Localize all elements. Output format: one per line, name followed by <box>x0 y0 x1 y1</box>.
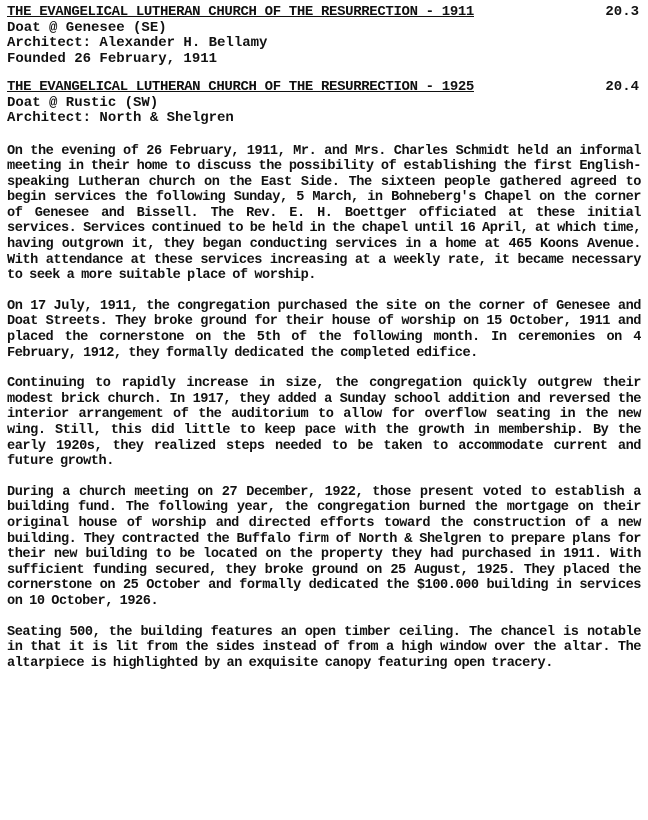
entry-architect: Architect: North & Shelgren <box>7 110 234 126</box>
entry-1925 <box>7 80 641 127</box>
document-page <box>7 5 641 685</box>
entry-heading <box>7 5 641 21</box>
entry-location: Doat @ Rustic (SW) <box>7 94 159 111</box>
entry-location: Doat @ Genesee (SE) <box>7 19 167 36</box>
entry-title: THE EVANGELICAL LUTHERAN CHURCH OF THE RESURRECTION - 1911 <box>7 4 474 20</box>
entry-number: 20.4 <box>605 79 639 95</box>
history-paragraph: Seating 500, the building features an open timber ceiling. The chancel is notable in that it is lit from the sides instead of from a high window over the altar. The altarpiece is highlighted by an exquisite canopy featuring open tracery. <box>7 624 641 671</box>
entry-architect: Architect: Alexander H. Bellamy <box>7 35 268 51</box>
history-paragraph: Continuing to rapidly increase in size, the congregation quickly outgrew their modest brick church. In 1917, they added a Sunday school addition and reversed the interior arrangement of the auditorium to allow for overflow seating in the new wing. Still, this did little to keep pace with the growth in membership. By the early 1920s, they realized steps needed to be taken to accommodate current and future growth. <box>7 376 641 470</box>
entry-heading <box>7 80 641 96</box>
entry-founded: Founded 26 February, 1911 <box>7 50 218 67</box>
entry-title: THE EVANGELICAL LUTHERAN CHURCH OF THE RESURRECTION - 1925 <box>7 79 474 95</box>
entry-number: 20.3 <box>605 4 639 20</box>
history-paragraph: On 17 July, 1911, the congregation purchased the site on the corner of Genesee and Doat Streets. They broke ground for their house of worship on 15 October, 1911 and placed the cornerstone on the 5th of the following month. In ceremonies on 4 February, 1912, they formally dedicated the completed edifice. <box>7 298 641 361</box>
entry-1911 <box>7 5 641 67</box>
history-paragraph: On the evening of 26 February, 1911, Mr. and Mrs. Charles Schmidt held an informal meeting in their home to discuss the possibility of establishing the first English-speaking Lutheran church on the East Side. The sixteen people gathered agreed to begin services the following Sunday, 5 March, in Bohneberg's Chapel on the corner of Genesee and Bissell. The Rev. E. H. Boettger officiated at these initial services. Services continued to be held in the chapel until 16 April, at which time, having outgrown it, they began conducting services in a home at 465 Koons Avenue. With attendance at these services increasing at a weekly rate, it became necessary to seek a more suitable place of worship. <box>7 143 641 284</box>
history-paragraph: During a church meeting on 27 December, 1922, those present voted to establish a building fund. The following year, the congregation burned the mortgage on their original house of worship and directed efforts toward the construction of a new building. They contracted the Buffalo firm of North & Shelgren to prepare plans for their new building to be located on the property they had purchased in 1911. With sufficient funding secured, they broke ground on 25 August, 1925. They placed the cornerstone on 25 October and formally dedicated the $100.000 building in services on 10 October, 1926. <box>7 484 641 609</box>
